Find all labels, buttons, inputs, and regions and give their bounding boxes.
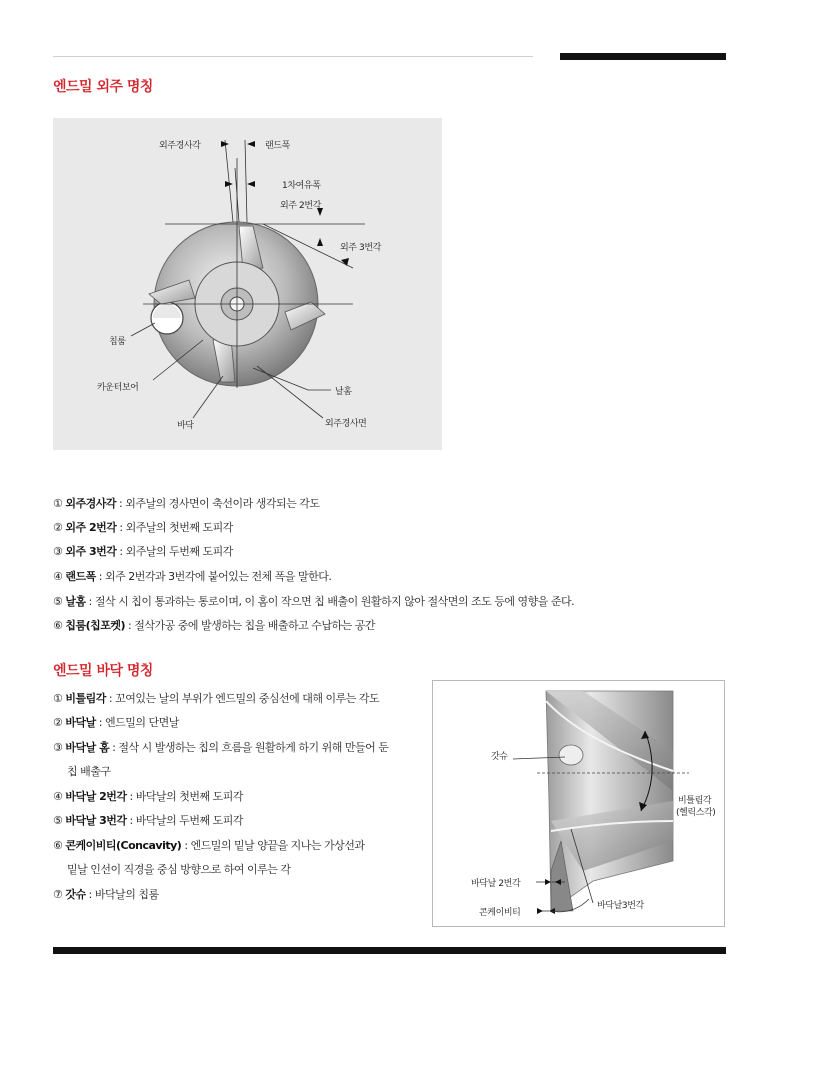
definition-item: ① 비틀림각 : 꼬여있는 날의 부위가 엔드밀의 중심선에 대해 이루는 각도	[53, 692, 380, 705]
counter-bore-label: 카운터보어	[97, 383, 139, 393]
land-width-label: 랜드폭	[265, 141, 290, 151]
definition-item: ② 외주 2번각 : 외주날의 첫번째 도피각	[53, 521, 233, 534]
outer-nomenclature-figure	[53, 118, 442, 450]
definition-item: ⑤ 날홈 : 절삭 시 칩이 통과하는 통로이며, 이 홈이 작으면 칩 배출이 원활하지 않아 절삭면의 조도 등에 영향을 준다.	[53, 595, 575, 608]
definition-item: ① 외주경사각 : 외주날의 경사면이 축선이라 생각되는 각도	[53, 497, 320, 510]
section1-title: 엔드밀 외주 명칭	[53, 79, 153, 95]
gash-label: 갓슈	[491, 752, 508, 762]
definition-item: ③ 외주 3번각 : 외주날의 두번째 도피각	[53, 545, 233, 558]
helix-angle-alt-label: (헬릭스각)	[676, 808, 716, 818]
flute-label: 날홈	[335, 387, 352, 397]
outer-rake-angle-label: 외주경사각	[159, 141, 201, 151]
header-thick-rule	[560, 53, 726, 60]
outer-second-angle-label: 외주 2번각	[280, 201, 321, 211]
outer-third-angle-label: 외주 3번각	[340, 243, 381, 253]
chip-room-label: 칩룸	[109, 337, 126, 347]
bottom-label: 바닥	[177, 421, 194, 431]
bottom-second-angle-label: 바닥날 2번각	[471, 879, 521, 889]
definition-item: ⑥ 칩룸(칩포켓) : 절삭가공 중에 발생하는 칩을 배출하고 수납하는 공간	[53, 619, 376, 632]
definition-item: ⑥ 콘케이비티(Concavity) : 엔드밀의 밑날 양끝을 지나는 가상선과	[53, 839, 365, 852]
header-thin-rule	[53, 56, 533, 57]
definition-item: ⑤ 바닥날 3번각 : 바닥날의 두번째 도피각	[53, 814, 243, 827]
footer-thick-rule	[53, 947, 726, 954]
outer-rake-face-label: 외주경사면	[325, 419, 367, 429]
definition-continuation: 밑날 인선이 직경을 중심 방향으로 하여 이루는 각	[67, 863, 291, 876]
concavity-label: 콘케이비티	[479, 908, 521, 918]
definition-item: ③ 바닥날 홈 : 절삭 시 발생하는 칩의 흐름을 원활하게 하기 위해 만들어 둔	[53, 741, 389, 754]
section2-title: 엔드밀 바닥 명칭	[53, 663, 153, 679]
definition-item: ④ 랜드폭 : 외주 2번각과 3번각에 붙어있는 전체 폭을 말한다.	[53, 570, 332, 583]
helix-angle-label: 비틀림각	[678, 796, 712, 806]
definition-item: ⑦ 갓슈 : 바닥날의 칩룸	[53, 888, 159, 901]
definition-item: ④ 바닥날 2번각 : 바닥날의 첫번째 도피각	[53, 790, 243, 803]
bottom-third-angle-label: 바닥날3번각	[597, 901, 644, 911]
bottom-nomenclature-figure	[432, 680, 725, 927]
definition-continuation: 칩 배출구	[67, 765, 111, 778]
endmill-cross-section-drawing	[53, 118, 442, 450]
primary-relief-width-label: 1차여유폭	[282, 181, 321, 191]
definition-item: ② 바닥날 : 엔드밀의 단면날	[53, 716, 179, 729]
